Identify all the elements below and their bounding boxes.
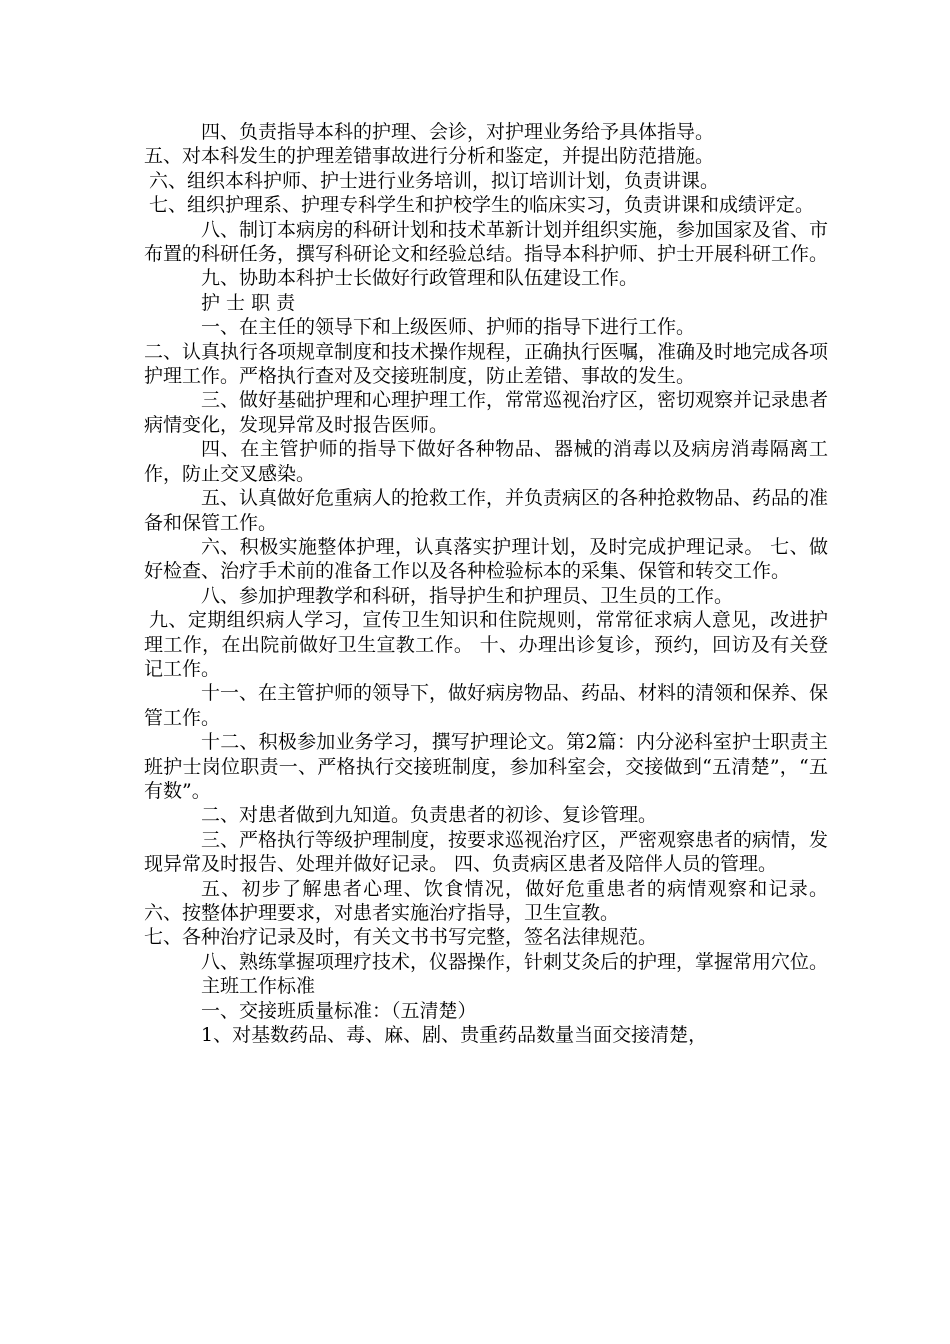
paragraph: 二、认真执行各项规章制度和技术操作规程，正确执行医嘱，准确及时地完成各项护理工作。严格执行查对及交接班制度，防止差错、事故的发生。 bbox=[144, 340, 829, 388]
paragraph: 六、组织本科护师、护士进行业务培训，拟订培训计划，负责讲课。 bbox=[149, 169, 720, 192]
paragraph: 1、对基数药品、毒、麻、剧、贵重药品数量当面交接清楚， bbox=[201, 1024, 708, 1047]
paragraph: 七、各种治疗记录及时，有关文书书写完整，签名法律规范。 bbox=[144, 926, 658, 949]
paragraph: 三、严格执行等级护理制度，按要求巡视治疗区，严密观察患者的病情，发现异常及时报告、处理并做好记录。 四、负责病区患者及陪伴人员的管理。 bbox=[144, 828, 829, 876]
paragraph: 一、交接班质量标准：（五清楚） bbox=[201, 999, 477, 1022]
paragraph: 四、负责指导本科的护理、会诊，对护理业务给予具体指导。 bbox=[201, 121, 715, 143]
paragraph: 九、定期组织病人学习，宣传卫生知识和住院规则，常常征求病人意见，改进护理工作，在出院前做好卫生宣教工作。 十、办理出诊复诊，预约，回访及有关登记工作。 bbox=[144, 609, 828, 680]
document-body bbox=[144, 120, 828, 1047]
paragraph: 二、对患者做到九知道。负责患者的初诊、复诊管理。 bbox=[201, 804, 658, 827]
paragraph: 三、做好基础护理和心理护理工作，常常巡视治疗区，密切观察并记录患者病情变化，发现异常及时报告医师。 bbox=[144, 389, 829, 436]
paragraph: 一、在主任的领导下和上级医师、护师的指导下进行工作。 bbox=[201, 316, 696, 339]
paragraph: 十一、在主管护师的领导下，做好病房物品、药品、材料的清领和保养、保管工作。 bbox=[144, 682, 829, 729]
paragraph: 五、对本科发生的护理差错事故进行分析和鉴定，并提出防范措施。 bbox=[144, 145, 715, 168]
paragraph: 八、制订本病房的科研计划和技术革新计划并组织实施，参加国家及省、市布置的科研任务，撰写科研论文和经验总结。指导本科护师、护士开展科研工作。 bbox=[144, 218, 829, 266]
paragraph: 四、在主管护师的指导下做好各种物品、器械的消毒以及病房消毒隔离工作，防止交叉感染。 bbox=[144, 438, 828, 485]
paragraph: 九、协助本科护士长做好行政管理和队伍建设工作。 bbox=[201, 267, 639, 290]
section-heading: 护 士 职 责 bbox=[201, 291, 296, 314]
paragraph: 五、认真做好危重病人的抢救工作，并负责病区的各种抢救物品、药品的准备和保管工作。 bbox=[144, 487, 829, 534]
paragraph: 八、熟练掌握项理疗技术，仪器操作，针刺艾灸后的护理，掌握常用穴位。 bbox=[201, 950, 829, 973]
paragraph: 五、初步了解患者心理、饮食情况，做好危重患者的病情观察和记录。 六、按整体护理要求，对患者实施治疗指导，卫生宣教。 bbox=[144, 877, 828, 924]
paragraph: 八、参加护理教学和科研，指导护生和护理员、卫生员的工作。 bbox=[201, 584, 734, 607]
section-heading: 主班工作标准 bbox=[201, 975, 316, 998]
paragraph: 六、积极实施整体护理，认真落实护理计划，及时完成护理记录。 七、做好检查、治疗手术前的准备工作以及各种检验标本的采集、保管和转交工作。 bbox=[144, 535, 828, 583]
paragraph: 十二、积极参加业务学习，撰写护理论文。第2篇：内分泌科室护士职责主班护士岗位职责一、严格执行交接班制度，参加科室会，交接做到“五清楚”，“五有数”。 bbox=[144, 731, 828, 802]
paragraph: 七、组织护理系、护理专科学生和护校学生的临床实习，负责讲课和成绩评定。 bbox=[149, 194, 815, 217]
